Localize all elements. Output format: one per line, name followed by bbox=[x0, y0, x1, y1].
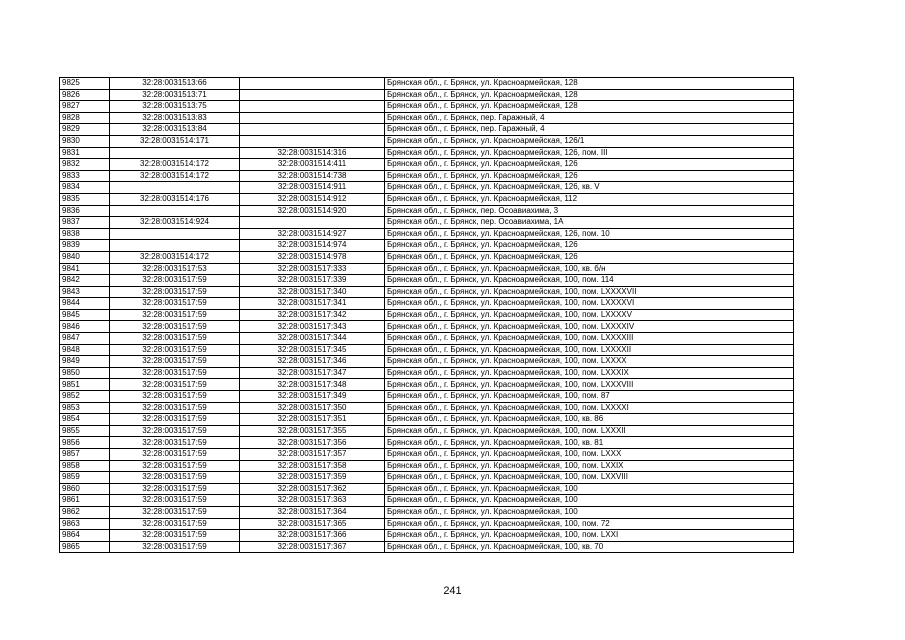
address-cell: Брянская обл., г. Брянск, ул. Красноармейская, 100 bbox=[385, 506, 794, 518]
object-cadastral-number-cell: 32:28:0031517:365 bbox=[240, 518, 385, 530]
row-number-cell: 9837 bbox=[60, 217, 110, 229]
address-cell: Брянская обл., г. Брянск, ул. Красноармейская, 100, пом. LXXXXIV bbox=[385, 321, 794, 333]
object-cadastral-number-cell: 32:28:0031514:316 bbox=[240, 147, 385, 159]
address-cell: Брянская обл., г. Брянск, ул. Красноармейская, 100, кв. б/н bbox=[385, 263, 794, 275]
address-cell: Брянская обл., г. Брянск, ул. Красноармейская, 100, пом. LXXXXI bbox=[385, 402, 794, 414]
object-cadastral-number-cell: 32:28:0031517:367 bbox=[240, 541, 385, 553]
row-number-cell: 9853 bbox=[60, 402, 110, 414]
table-row bbox=[60, 193, 794, 205]
parcel-cadastral-number-cell: 32:28:0031517:59 bbox=[110, 460, 240, 472]
address-cell: Брянская обл., г. Брянск, ул. Красноармейская, 100 bbox=[385, 483, 794, 495]
address-cell: Брянская обл., г. Брянск, ул. Красноармейская, 100, кв. 86 bbox=[385, 414, 794, 426]
parcel-cadastral-number-cell: 32:28:0031514:924 bbox=[110, 217, 240, 229]
object-cadastral-number-cell bbox=[240, 217, 385, 229]
object-cadastral-number-cell: 32:28:0031514:738 bbox=[240, 170, 385, 182]
table-row bbox=[60, 101, 794, 113]
object-cadastral-number-cell bbox=[240, 89, 385, 101]
row-number-cell: 9833 bbox=[60, 170, 110, 182]
parcel-cadastral-number-cell bbox=[110, 182, 240, 194]
row-number-cell: 9836 bbox=[60, 205, 110, 217]
object-cadastral-number-cell: 32:28:0031514:912 bbox=[240, 193, 385, 205]
row-number-cell: 9854 bbox=[60, 414, 110, 426]
row-number-cell: 9839 bbox=[60, 240, 110, 252]
row-number-cell: 9863 bbox=[60, 518, 110, 530]
registry-table-body bbox=[60, 78, 794, 553]
table-row bbox=[60, 425, 794, 437]
table-row bbox=[60, 298, 794, 310]
address-cell: Брянская обл., г. Брянск, ул. Красноармейская, 100, пом. LXXXXV bbox=[385, 309, 794, 321]
parcel-cadastral-number-cell: 32:28:0031517:59 bbox=[110, 379, 240, 391]
parcel-cadastral-number-cell: 32:28:0031517:59 bbox=[110, 530, 240, 542]
address-cell: Брянская обл., г. Брянск, ул. Красноармейская, 126 bbox=[385, 251, 794, 263]
address-cell: Брянская обл., г. Брянск, ул. Красноармейская, 100, пом. 72 bbox=[385, 518, 794, 530]
row-number-cell: 9826 bbox=[60, 89, 110, 101]
row-number-cell: 9860 bbox=[60, 483, 110, 495]
object-cadastral-number-cell: 32:28:0031517:366 bbox=[240, 530, 385, 542]
object-cadastral-number-cell: 32:28:0031517:349 bbox=[240, 391, 385, 403]
address-cell: Брянская обл., г. Брянск, ул. Красноармейская, 128 bbox=[385, 78, 794, 90]
object-cadastral-number-cell bbox=[240, 112, 385, 124]
table-row bbox=[60, 240, 794, 252]
address-cell: Брянская обл., г. Брянск, ул. Красноармейская, 100, кв. 81 bbox=[385, 437, 794, 449]
row-number-cell: 9829 bbox=[60, 124, 110, 136]
parcel-cadastral-number-cell bbox=[110, 147, 240, 159]
table-row bbox=[60, 402, 794, 414]
object-cadastral-number-cell: 32:28:0031517:364 bbox=[240, 506, 385, 518]
object-cadastral-number-cell: 32:28:0031514:978 bbox=[240, 251, 385, 263]
row-number-cell: 9838 bbox=[60, 228, 110, 240]
address-cell: Брянская обл., г. Брянск, ул. Красноармейская, 128 bbox=[385, 101, 794, 113]
table-row bbox=[60, 286, 794, 298]
address-cell: Брянская обл., г. Брянск, пер. Гаражный, 4 bbox=[385, 124, 794, 136]
object-cadastral-number-cell: 32:28:0031517:348 bbox=[240, 379, 385, 391]
object-cadastral-number-cell: 32:28:0031514:974 bbox=[240, 240, 385, 252]
table-row bbox=[60, 495, 794, 507]
address-cell: Брянская обл., г. Брянск, ул. Красноармейская, 126, пом. III bbox=[385, 147, 794, 159]
parcel-cadastral-number-cell: 32:28:0031517:59 bbox=[110, 309, 240, 321]
parcel-cadastral-number-cell: 32:28:0031514:176 bbox=[110, 193, 240, 205]
table-row bbox=[60, 356, 794, 368]
address-cell: Брянская обл., г. Брянск, ул. Красноармейская, 100, пом. LXXXXII bbox=[385, 344, 794, 356]
object-cadastral-number-cell: 32:28:0031514:411 bbox=[240, 159, 385, 171]
row-number-cell: 9846 bbox=[60, 321, 110, 333]
parcel-cadastral-number-cell: 32:28:0031517:59 bbox=[110, 391, 240, 403]
parcel-cadastral-number-cell: 32:28:0031514:172 bbox=[110, 251, 240, 263]
parcel-cadastral-number-cell: 32:28:0031517:59 bbox=[110, 286, 240, 298]
address-cell: Брянская обл., г. Брянск, ул. Красноармейская, 100, пом. LXXI bbox=[385, 530, 794, 542]
object-cadastral-number-cell bbox=[240, 124, 385, 136]
object-cadastral-number-cell bbox=[240, 78, 385, 90]
table-row bbox=[60, 367, 794, 379]
parcel-cadastral-number-cell: 32:28:0031513:75 bbox=[110, 101, 240, 113]
address-cell: Брянская обл., г. Брянск, пер. Осоавиахима, 3 bbox=[385, 205, 794, 217]
parcel-cadastral-number-cell bbox=[110, 228, 240, 240]
table-row bbox=[60, 170, 794, 182]
object-cadastral-number-cell: 32:28:0031517:341 bbox=[240, 298, 385, 310]
table-row bbox=[60, 321, 794, 333]
row-number-cell: 9844 bbox=[60, 298, 110, 310]
row-number-cell: 9841 bbox=[60, 263, 110, 275]
parcel-cadastral-number-cell: 32:28:0031517:59 bbox=[110, 495, 240, 507]
row-number-cell: 9857 bbox=[60, 449, 110, 461]
parcel-cadastral-number-cell: 32:28:0031513:83 bbox=[110, 112, 240, 124]
address-cell: Брянская обл., г. Брянск, ул. Красноармейская, 126, пом. 10 bbox=[385, 228, 794, 240]
parcel-cadastral-number-cell: 32:28:0031517:59 bbox=[110, 275, 240, 287]
table-row bbox=[60, 275, 794, 287]
object-cadastral-number-cell: 32:28:0031514:920 bbox=[240, 205, 385, 217]
address-cell: Брянская обл., г. Брянск, ул. Красноармейская, 128 bbox=[385, 89, 794, 101]
address-cell: Брянская обл., г. Брянск, ул. Красноармейская, 100, пом. LXXVIII bbox=[385, 472, 794, 484]
row-number-cell: 9859 bbox=[60, 472, 110, 484]
table-row bbox=[60, 251, 794, 263]
parcel-cadastral-number-cell: 32:28:0031517:59 bbox=[110, 483, 240, 495]
object-cadastral-number-cell: 32:28:0031517:359 bbox=[240, 472, 385, 484]
parcel-cadastral-number-cell: 32:28:0031517:59 bbox=[110, 298, 240, 310]
table-row bbox=[60, 135, 794, 147]
parcel-cadastral-number-cell bbox=[110, 205, 240, 217]
object-cadastral-number-cell: 32:28:0031517:356 bbox=[240, 437, 385, 449]
parcel-cadastral-number-cell: 32:28:0031517:59 bbox=[110, 425, 240, 437]
address-cell: Брянская обл., г. Брянск, ул. Красноармейская, 100, пом. LXXXXIII bbox=[385, 333, 794, 345]
table-row bbox=[60, 379, 794, 391]
table-row bbox=[60, 333, 794, 345]
address-cell: Брянская обл., г. Брянск, пер. Гаражный, 4 bbox=[385, 112, 794, 124]
row-number-cell: 9856 bbox=[60, 437, 110, 449]
object-cadastral-number-cell: 32:28:0031517:347 bbox=[240, 367, 385, 379]
table-row bbox=[60, 541, 794, 553]
row-number-cell: 9851 bbox=[60, 379, 110, 391]
address-cell: Брянская обл., г. Брянск, ул. Красноармейская, 126 bbox=[385, 170, 794, 182]
object-cadastral-number-cell bbox=[240, 101, 385, 113]
object-cadastral-number-cell: 32:28:0031517:343 bbox=[240, 321, 385, 333]
parcel-cadastral-number-cell: 32:28:0031517:59 bbox=[110, 344, 240, 356]
object-cadastral-number-cell: 32:28:0031517:351 bbox=[240, 414, 385, 426]
object-cadastral-number-cell: 32:28:0031517:355 bbox=[240, 425, 385, 437]
address-cell: Брянская обл., г. Брянск, ул. Красноармейская, 100, пом. LXXXXVI bbox=[385, 298, 794, 310]
address-cell: Брянская обл., г. Брянск, ул. Красноармейская, 100, пом. LXXXXVII bbox=[385, 286, 794, 298]
address-cell: Брянская обл., г. Брянск, ул. Красноармейская, 100, пом. LXXXVIII bbox=[385, 379, 794, 391]
row-number-cell: 9852 bbox=[60, 391, 110, 403]
object-cadastral-number-cell bbox=[240, 135, 385, 147]
row-number-cell: 9840 bbox=[60, 251, 110, 263]
table-row bbox=[60, 124, 794, 136]
address-cell: Брянская обл., г. Брянск, ул. Красноармейская, 126 bbox=[385, 159, 794, 171]
parcel-cadastral-number-cell: 32:28:0031517:59 bbox=[110, 506, 240, 518]
row-number-cell: 9862 bbox=[60, 506, 110, 518]
parcel-cadastral-number-cell: 32:28:0031517:59 bbox=[110, 437, 240, 449]
parcel-cadastral-number-cell: 32:28:0031517:59 bbox=[110, 541, 240, 553]
parcel-cadastral-number-cell: 32:28:0031513:66 bbox=[110, 78, 240, 90]
parcel-cadastral-number-cell: 32:28:0031514:172 bbox=[110, 170, 240, 182]
object-cadastral-number-cell: 32:28:0031517:333 bbox=[240, 263, 385, 275]
parcel-cadastral-number-cell: 32:28:0031517:59 bbox=[110, 333, 240, 345]
row-number-cell: 9827 bbox=[60, 101, 110, 113]
address-cell: Брянская обл., г. Брянск, ул. Красноармейская, 126/1 bbox=[385, 135, 794, 147]
parcel-cadastral-number-cell: 32:28:0031517:53 bbox=[110, 263, 240, 275]
table-row bbox=[60, 147, 794, 159]
table-row bbox=[60, 159, 794, 171]
row-number-cell: 9843 bbox=[60, 286, 110, 298]
row-number-cell: 9835 bbox=[60, 193, 110, 205]
table-row bbox=[60, 309, 794, 321]
table-row bbox=[60, 228, 794, 240]
table-row bbox=[60, 414, 794, 426]
object-cadastral-number-cell: 32:28:0031517:362 bbox=[240, 483, 385, 495]
row-number-cell: 9858 bbox=[60, 460, 110, 472]
table-row bbox=[60, 217, 794, 229]
object-cadastral-number-cell: 32:28:0031517:350 bbox=[240, 402, 385, 414]
address-cell: Брянская обл., г. Брянск, пер. Осоавиахима, 1А bbox=[385, 217, 794, 229]
address-cell: Брянская обл., г. Брянск, ул. Красноармейская, 100 bbox=[385, 495, 794, 507]
address-cell: Брянская обл., г. Брянск, ул. Красноармейская, 100, пом. LXXXII bbox=[385, 425, 794, 437]
parcel-cadastral-number-cell: 32:28:0031517:59 bbox=[110, 414, 240, 426]
row-number-cell: 9834 bbox=[60, 182, 110, 194]
table-row bbox=[60, 344, 794, 356]
row-number-cell: 9842 bbox=[60, 275, 110, 287]
row-number-cell: 9832 bbox=[60, 159, 110, 171]
table-row bbox=[60, 182, 794, 194]
row-number-cell: 9855 bbox=[60, 425, 110, 437]
row-number-cell: 9861 bbox=[60, 495, 110, 507]
object-cadastral-number-cell: 32:28:0031517:357 bbox=[240, 449, 385, 461]
object-cadastral-number-cell: 32:28:0031517:344 bbox=[240, 333, 385, 345]
table-row bbox=[60, 391, 794, 403]
table-row bbox=[60, 530, 794, 542]
row-number-cell: 9831 bbox=[60, 147, 110, 159]
row-number-cell: 9848 bbox=[60, 344, 110, 356]
object-cadastral-number-cell: 32:28:0031514:911 bbox=[240, 182, 385, 194]
table-row bbox=[60, 506, 794, 518]
row-number-cell: 9850 bbox=[60, 367, 110, 379]
row-number-cell: 9828 bbox=[60, 112, 110, 124]
address-cell: Брянская обл., г. Брянск, ул. Красноармейская, 126 bbox=[385, 240, 794, 252]
object-cadastral-number-cell: 32:28:0031514:927 bbox=[240, 228, 385, 240]
registry-table bbox=[59, 77, 794, 553]
object-cadastral-number-cell: 32:28:0031517:340 bbox=[240, 286, 385, 298]
table-row bbox=[60, 89, 794, 101]
row-number-cell: 9825 bbox=[60, 78, 110, 90]
parcel-cadastral-number-cell: 32:28:0031517:59 bbox=[110, 472, 240, 484]
address-cell: Брянская обл., г. Брянск, ул. Красноармейская, 100, пом. LXXX bbox=[385, 449, 794, 461]
row-number-cell: 9830 bbox=[60, 135, 110, 147]
parcel-cadastral-number-cell: 32:28:0031517:59 bbox=[110, 321, 240, 333]
table-row bbox=[60, 460, 794, 472]
address-cell: Брянская обл., г. Брянск, ул. Красноармейская, 100, пом. 87 bbox=[385, 391, 794, 403]
table-row bbox=[60, 263, 794, 275]
table-row bbox=[60, 449, 794, 461]
row-number-cell: 9845 bbox=[60, 309, 110, 321]
address-cell: Брянская обл., г. Брянск, ул. Красноармейская, 100, пом. 114 bbox=[385, 275, 794, 287]
page-number: 241 bbox=[443, 585, 462, 597]
address-cell: Брянская обл., г. Брянск, ул. Красноармейская, 126, кв. V bbox=[385, 182, 794, 194]
address-cell: Брянская обл., г. Брянск, ул. Красноармейская, 100, пом. LXXXIX bbox=[385, 367, 794, 379]
table-row bbox=[60, 112, 794, 124]
object-cadastral-number-cell: 32:28:0031517:339 bbox=[240, 275, 385, 287]
row-number-cell: 9865 bbox=[60, 541, 110, 553]
address-cell: Брянская обл., г. Брянск, ул. Красноармейская, 100, пом. LXXIX bbox=[385, 460, 794, 472]
parcel-cadastral-number-cell bbox=[110, 240, 240, 252]
table-row bbox=[60, 518, 794, 530]
address-cell: Брянская обл., г. Брянск, ул. Красноармейская, 112 bbox=[385, 193, 794, 205]
object-cadastral-number-cell: 32:28:0031517:342 bbox=[240, 309, 385, 321]
object-cadastral-number-cell: 32:28:0031517:358 bbox=[240, 460, 385, 472]
parcel-cadastral-number-cell: 32:28:0031517:59 bbox=[110, 367, 240, 379]
parcel-cadastral-number-cell: 32:28:0031513:71 bbox=[110, 89, 240, 101]
table-row bbox=[60, 205, 794, 217]
parcel-cadastral-number-cell: 32:28:0031517:59 bbox=[110, 518, 240, 530]
object-cadastral-number-cell: 32:28:0031517:346 bbox=[240, 356, 385, 368]
row-number-cell: 9864 bbox=[60, 530, 110, 542]
parcel-cadastral-number-cell: 32:28:0031517:59 bbox=[110, 402, 240, 414]
parcel-cadastral-number-cell: 32:28:0031514:171 bbox=[110, 135, 240, 147]
object-cadastral-number-cell: 32:28:0031517:345 bbox=[240, 344, 385, 356]
row-number-cell: 9847 bbox=[60, 333, 110, 345]
table-row bbox=[60, 472, 794, 484]
table-row bbox=[60, 78, 794, 90]
table-row bbox=[60, 483, 794, 495]
row-number-cell: 9849 bbox=[60, 356, 110, 368]
table-row bbox=[60, 437, 794, 449]
parcel-cadastral-number-cell: 32:28:0031517:59 bbox=[110, 356, 240, 368]
parcel-cadastral-number-cell: 32:28:0031514:172 bbox=[110, 159, 240, 171]
parcel-cadastral-number-cell: 32:28:0031513:84 bbox=[110, 124, 240, 136]
address-cell: Брянская обл., г. Брянск, ул. Красноармейская, 100, пом. LXXXX bbox=[385, 356, 794, 368]
parcel-cadastral-number-cell: 32:28:0031517:59 bbox=[110, 449, 240, 461]
object-cadastral-number-cell: 32:28:0031517:363 bbox=[240, 495, 385, 507]
address-cell: Брянская обл., г. Брянск, ул. Красноармейская, 100, кв. 70 bbox=[385, 541, 794, 553]
